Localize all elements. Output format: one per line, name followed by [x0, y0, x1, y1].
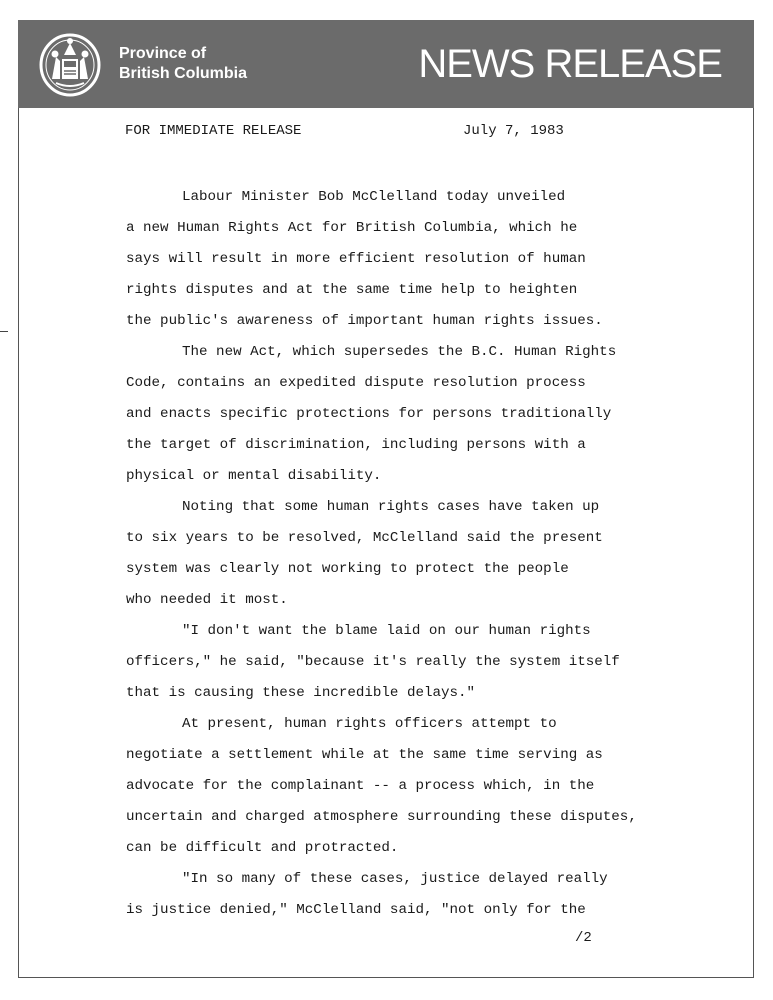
body-line: is justice denied," McClelland said, "not only for the [126, 902, 586, 918]
body-line: The new Act, which supersedes the B.C. Human Rights [182, 344, 617, 360]
release-date: July 7, 1983 [463, 123, 564, 139]
body-line: that is causing these incredible delays." [126, 685, 476, 701]
body-line: advocate for the complainant -- a process which, in the [126, 778, 595, 794]
province-line-1: Province of [119, 45, 207, 62]
page-number: /2 [575, 930, 592, 946]
body-line: and enacts specific protections for persons traditionally [126, 406, 612, 422]
release-label: FOR IMMEDIATE RELEASE [125, 123, 302, 139]
body-text [126, 182, 726, 926]
body-line: "In so many of these cases, justice delayed really [182, 871, 608, 887]
news-release-title: NEWS RELEASE [418, 42, 722, 86]
body-line: officers," he said, "because it's really the system itself [126, 654, 620, 670]
body-line: Noting that some human rights cases have taken up [182, 499, 600, 515]
body-line: the public's awareness of important human rights issues. [126, 313, 603, 329]
body-line: the target of discrimination, including persons with a [126, 437, 586, 453]
body-line: rights disputes and at the same time help to heighten [126, 282, 578, 298]
body-line: says will result in more efficient resolution of human [126, 251, 586, 267]
body-line: physical or mental disability. [126, 468, 382, 484]
province-name [119, 44, 247, 84]
body-line: to six years to be resolved, McClelland said the present [126, 530, 603, 546]
body-line: uncertain and charged atmosphere surrounding these disputes, [126, 809, 637, 825]
body-line: a new Human Rights Act for British Columbia, which he [126, 220, 578, 236]
letterhead-banner [18, 20, 754, 108]
body-line: negotiate a settlement while at the same time serving as [126, 747, 603, 763]
bc-coat-of-arms-icon [38, 29, 102, 97]
body-line: can be difficult and protracted. [126, 840, 399, 856]
province-line-2: British Columbia [119, 65, 248, 82]
body-line: Code, contains an expedited dispute resolution process [126, 375, 586, 391]
body-line: who needed it most. [126, 592, 288, 608]
body-line: system was clearly not working to protect the people [126, 561, 569, 577]
body-line: At present, human rights officers attempt to [182, 716, 557, 732]
body-line: Labour Minister Bob McClelland today unveiled [182, 189, 566, 205]
body-line: "I don't want the blame laid on our human rights [182, 623, 591, 639]
margin-mark [0, 331, 8, 332]
